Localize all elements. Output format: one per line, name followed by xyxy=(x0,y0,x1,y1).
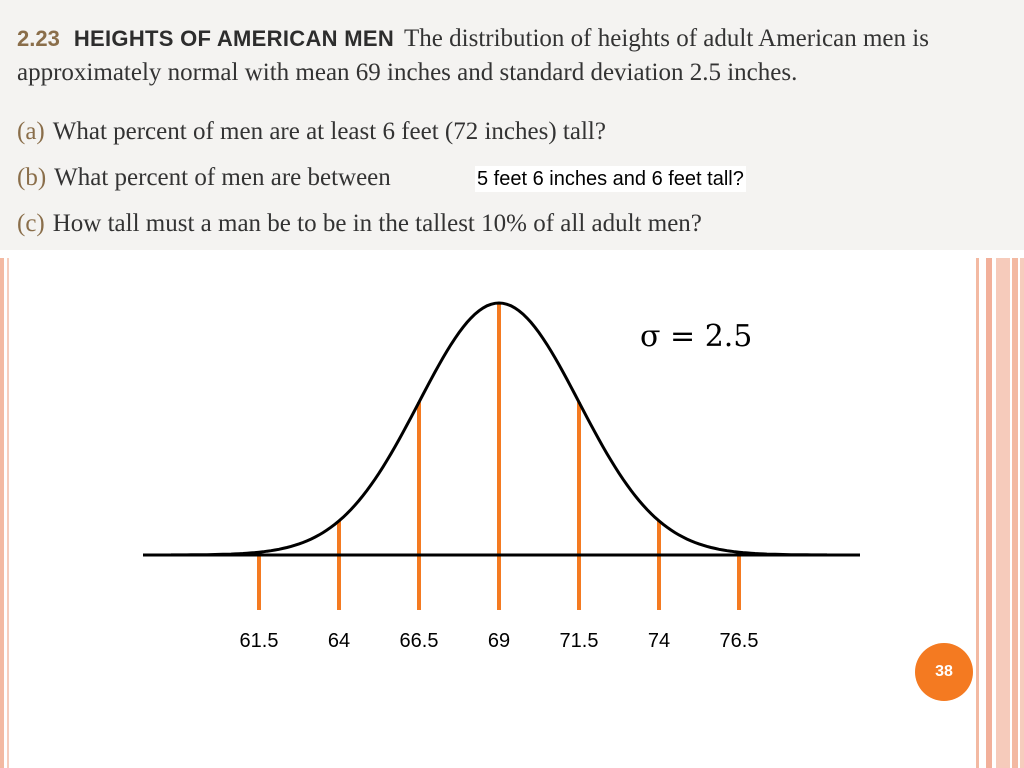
question-b-overlay: 5 feet 6 inches and 6 feet tall? xyxy=(477,168,744,190)
problem-header xyxy=(17,22,929,56)
tick-label-66.5: 66.5 xyxy=(399,630,439,652)
question-b-label: (b) xyxy=(17,164,47,191)
question-a-text: What percent of men are at least 6 feet (72 inches) tall? xyxy=(52,118,606,145)
textbook-excerpt xyxy=(0,0,1024,250)
tick-label-61.5: 61.5 xyxy=(239,630,279,652)
tick-label-69: 69 xyxy=(487,630,511,652)
problem-intro-line1: The distribution of heights of adult American men is xyxy=(404,25,929,52)
question-a-label: (a) xyxy=(17,118,45,145)
sigma-label: σ = 2.5 xyxy=(640,319,753,354)
tick-labels xyxy=(240,630,759,652)
problem-intro-line2: approximately normal with mean 69 inches and standard deviation 2.5 inches. xyxy=(17,59,798,86)
tick-label-74: 74 xyxy=(647,630,671,652)
question-c-text: How tall must a man be to be in the tallest 10% of all adult men? xyxy=(52,210,702,237)
normal-curve-diagram xyxy=(0,250,1024,670)
question-c xyxy=(17,207,702,241)
page-number-badge: 38 xyxy=(915,643,973,701)
tick-label-64: 64 xyxy=(327,630,351,652)
question-b-text: What percent of men are between xyxy=(54,164,391,191)
tick-label-76.5: 76.5 xyxy=(719,630,759,652)
problem-number: 2.23 xyxy=(17,26,60,51)
question-a xyxy=(17,115,606,149)
tick-label-71.5: 71.5 xyxy=(559,630,599,652)
question-b xyxy=(17,161,391,195)
problem-title: HEIGHTS OF AMERICAN MEN xyxy=(73,26,395,51)
question-c-label: (c) xyxy=(17,210,45,237)
